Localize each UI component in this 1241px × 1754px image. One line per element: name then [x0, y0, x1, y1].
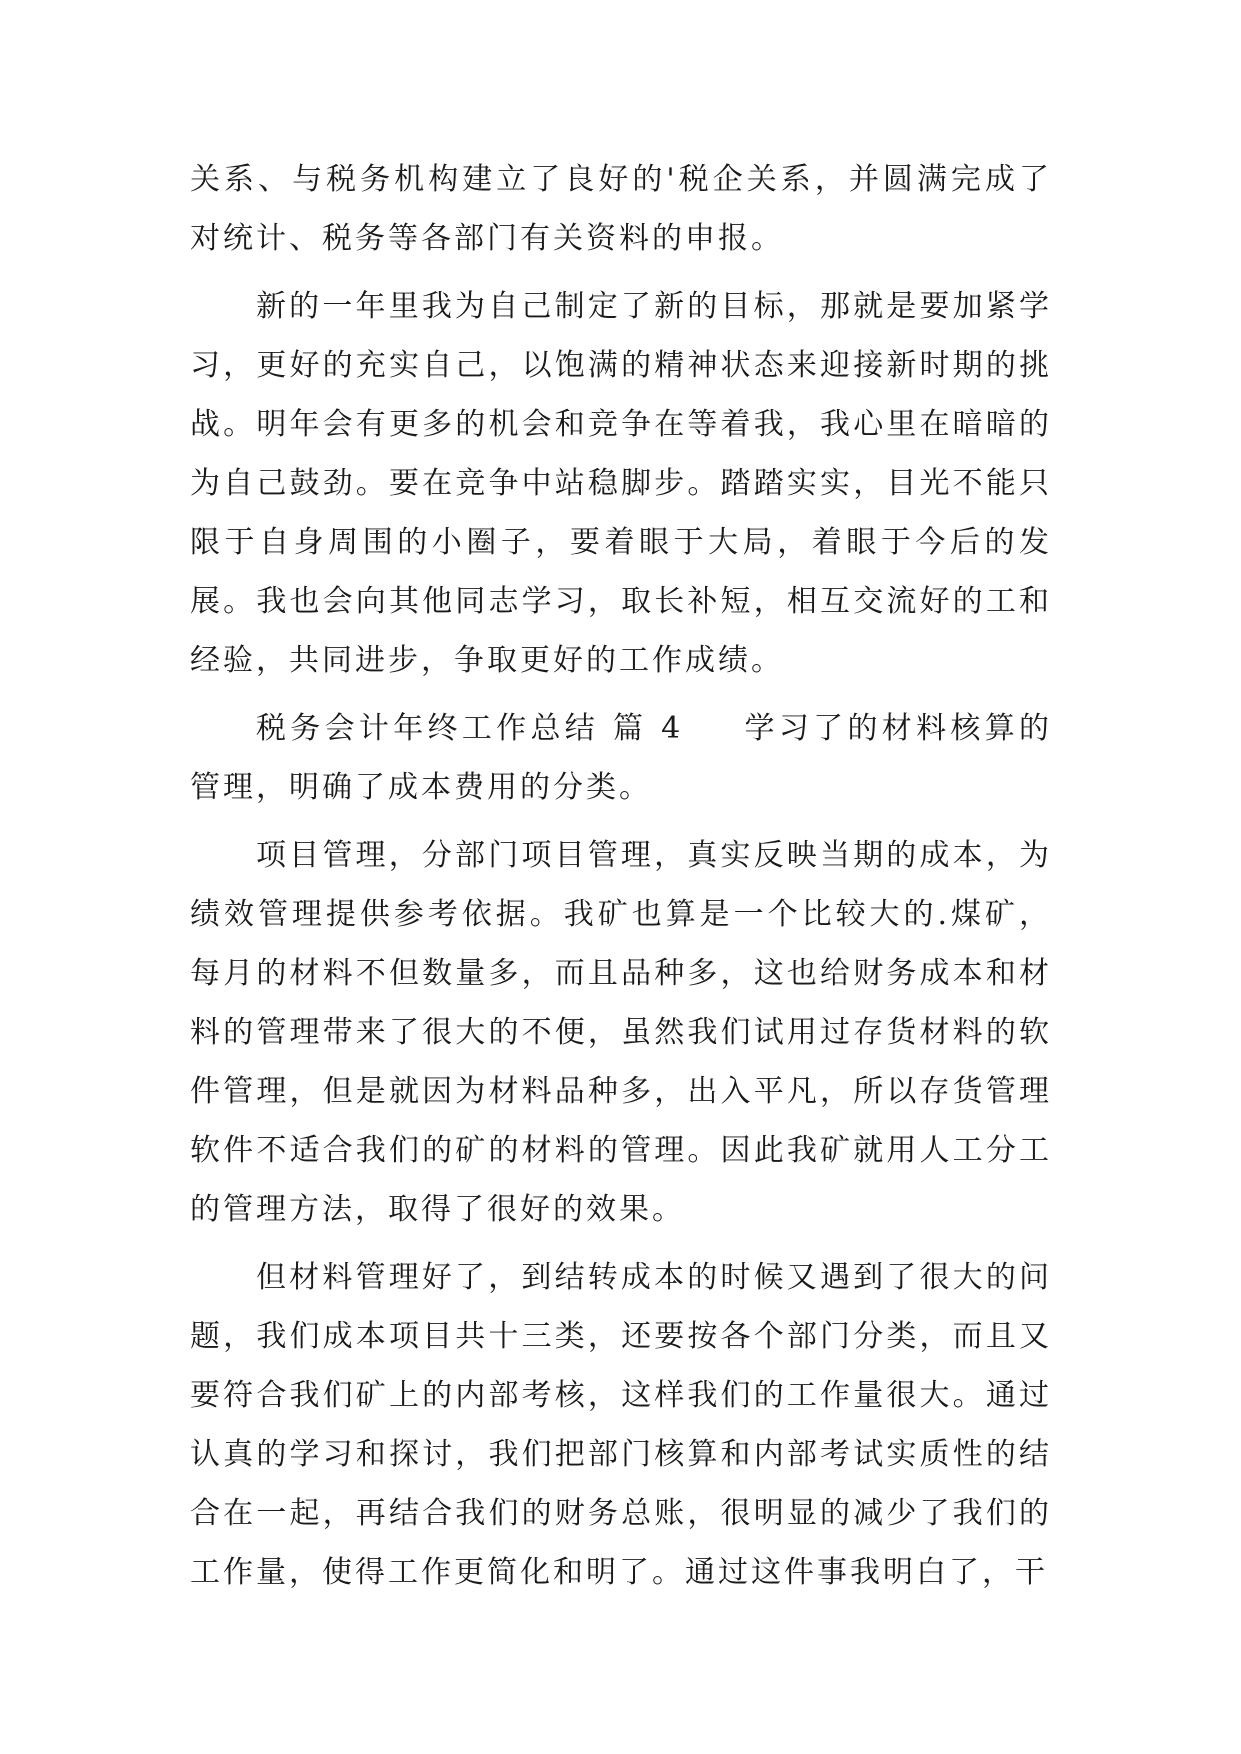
- section-first-text: 学习了的材料核算的管理，明确了成本费用的分类。: [190, 711, 1053, 805]
- paragraph-1: 关系、与税务机构建立了良好的'税企关系，并圆满完成了对统计、税务等各部门有关资料的申报。: [190, 162, 1052, 256]
- paragraph-3: 项目管理，分部门项目管理，真实反映当期的成本，为绩效管理提供参考依据。我矿也算是一个比较大的.煤矿，每月的材料不但数量多，而且品种多，这也给财务成本和材料的管理带来了很大的不便，虽然我们试用过存货材料的软件管理，但是就因为材料品种多，出入平凡，所以存货管理软件不适合我们的矿的材料的管理。因此我矿就用人工分工的管理方法，取得了很好的效果。: [190, 838, 1052, 1227]
- section-heading-paragraph: [190, 699, 1052, 817]
- paragraph-4: 但材料管理好了，到结转成本的时候又遇到了很大的问题，我们成本项目共十三类，还要按各个部门分类，而且又要符合我们矿上的内部考核，这样我们的工作量很大。通过认真的学习和探讨，我们把部门核算和内部考试实质性的结合在一起，再结合我们的财务总账，很明显的减少了我们的工作量，使得工作更简化和明了。通过这件事我明白了，干: [190, 1260, 1052, 1590]
- section-title: 税务会计年终工作总结: [256, 711, 600, 746]
- section-label: 篇 4: [612, 711, 684, 746]
- paragraph-2: 新的一年里我为自己制定了新的目标，那就是要加紧学习，更好的充实自己，以饱满的精神状态来迎接新时期的挑战。明年会有更多的机会和竞争在等着我，我心里在暗暗的为自己鼓劲。要在竞争中站稳脚步。踏踏实实，目光不能只限于自身周围的小圈子，要着眼于大局，着眼于今后的发展。我也会向其他同志学习，取长补短，相互交流好的工和经验，共同进步，争取更好的工作成绩。: [190, 289, 1052, 678]
- document-body: [190, 150, 1052, 1611]
